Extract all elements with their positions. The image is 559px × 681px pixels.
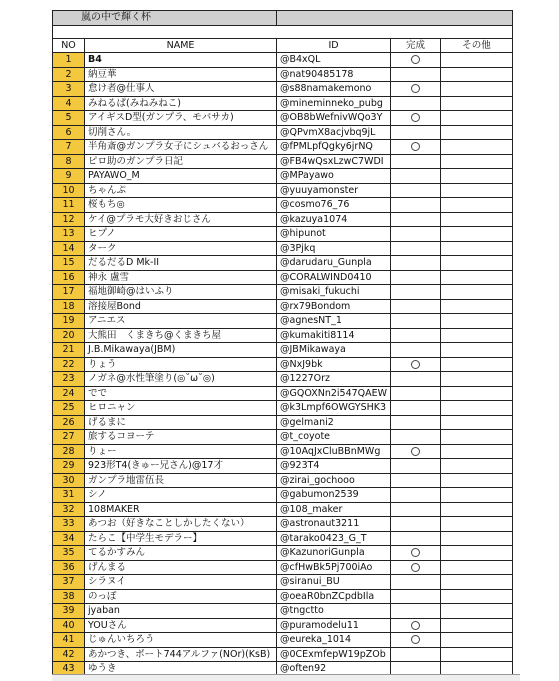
row-number: 12 bbox=[53, 212, 85, 227]
row-other bbox=[441, 314, 513, 329]
row-id: @fPMLpfQgky6jrNQ bbox=[277, 140, 391, 155]
row-done bbox=[391, 140, 441, 155]
row-other bbox=[441, 67, 513, 82]
blank-row bbox=[53, 25, 513, 38]
row-id: @s88namakemono bbox=[277, 82, 391, 97]
header-row bbox=[53, 38, 513, 53]
done-circle-icon bbox=[411, 635, 420, 644]
row-name: りょー bbox=[85, 444, 277, 459]
row-other bbox=[441, 401, 513, 416]
table-row bbox=[53, 618, 513, 633]
row-other bbox=[441, 633, 513, 648]
row-number: 41 bbox=[53, 633, 85, 648]
row-number: 11 bbox=[53, 198, 85, 213]
table-row bbox=[53, 575, 513, 590]
row-name: 桜もち◎ bbox=[85, 198, 277, 213]
row-done bbox=[391, 531, 441, 546]
row-id: @siranui_BU bbox=[277, 575, 391, 590]
row-id: @t_coyote bbox=[277, 430, 391, 445]
row-id: @NxJ9bk bbox=[277, 357, 391, 372]
row-other bbox=[441, 183, 513, 198]
row-id: @tngctto bbox=[277, 604, 391, 619]
row-other bbox=[441, 285, 513, 300]
row-done bbox=[391, 82, 441, 97]
row-other bbox=[441, 125, 513, 140]
row-done bbox=[391, 633, 441, 648]
row-number: 26 bbox=[53, 415, 85, 430]
row-id: @cosmo76_76 bbox=[277, 198, 391, 213]
row-name: みねるぱ(みねみねこ) bbox=[85, 96, 277, 111]
table-row bbox=[53, 96, 513, 111]
row-name: ヒロニャン bbox=[85, 401, 277, 416]
row-name: 108MAKER bbox=[85, 502, 277, 517]
title-row-fill bbox=[277, 11, 513, 26]
row-other bbox=[441, 241, 513, 256]
row-name: ノガネ@水性筆塗り(◎˘ω˘◎) bbox=[85, 372, 277, 387]
row-id: @misaki_fukuchi bbox=[277, 285, 391, 300]
row-id: @puramodelu11 bbox=[277, 618, 391, 633]
entry-table bbox=[52, 10, 513, 677]
row-name: 半角斎@ガンプラ女子にシュバるおっさん bbox=[85, 140, 277, 155]
row-done bbox=[391, 67, 441, 82]
row-number: 13 bbox=[53, 227, 85, 242]
table-row bbox=[53, 314, 513, 329]
row-number: 23 bbox=[53, 372, 85, 387]
row-other bbox=[441, 517, 513, 532]
done-circle-icon bbox=[411, 84, 420, 93]
row-number: 34 bbox=[53, 531, 85, 546]
row-id: @GQOXNn2i547QAEW bbox=[277, 386, 391, 401]
row-done bbox=[391, 183, 441, 198]
row-number: 31 bbox=[53, 488, 85, 503]
table-row bbox=[53, 517, 513, 532]
row-name: アニエス bbox=[85, 314, 277, 329]
table-row bbox=[53, 502, 513, 517]
table-row bbox=[53, 328, 513, 343]
row-id: @kazuya1074 bbox=[277, 212, 391, 227]
row-name: たらこ【中学生モデラー】 bbox=[85, 531, 277, 546]
row-other bbox=[441, 357, 513, 372]
row-id: @zirai_gochooo bbox=[277, 473, 391, 488]
row-done bbox=[391, 444, 441, 459]
row-name: あかつき、ボート744アルファ(NOr)(KsB) bbox=[85, 647, 277, 662]
title-row bbox=[53, 11, 513, 26]
row-number: 17 bbox=[53, 285, 85, 300]
row-id: @eureka_1014 bbox=[277, 633, 391, 648]
row-other bbox=[441, 502, 513, 517]
row-number: 39 bbox=[53, 604, 85, 619]
row-other bbox=[441, 198, 513, 213]
row-name: ピロ助のガンプラ日記 bbox=[85, 154, 277, 169]
row-other bbox=[441, 531, 513, 546]
row-number: 16 bbox=[53, 270, 85, 285]
spreadsheet bbox=[52, 10, 513, 677]
row-name: だるだるD Mk-II bbox=[85, 256, 277, 271]
row-name: りょう bbox=[85, 357, 277, 372]
row-number: 37 bbox=[53, 575, 85, 590]
row-id: @gelmani2 bbox=[277, 415, 391, 430]
row-name: 溶接屋Bond bbox=[85, 299, 277, 314]
sheet-title: 嵐の中で輝く杯 bbox=[53, 11, 277, 26]
row-id: @yuuyamonster bbox=[277, 183, 391, 198]
row-name: でで bbox=[85, 386, 277, 401]
row-name: アイギスD型(ガンプラ、モバサカ) bbox=[85, 111, 277, 126]
row-number: 14 bbox=[53, 241, 85, 256]
row-name: 大熊田 くまきち@くまきち屋 bbox=[85, 328, 277, 343]
row-done bbox=[391, 256, 441, 271]
row-name: 怠け者@仕事人 bbox=[85, 82, 277, 97]
row-name: のっぽ bbox=[85, 589, 277, 604]
row-other bbox=[441, 618, 513, 633]
row-name: ヒプノ bbox=[85, 227, 277, 242]
row-name: ちゃんぷ bbox=[85, 183, 277, 198]
table-row bbox=[53, 299, 513, 314]
table-row bbox=[53, 560, 513, 575]
row-other bbox=[441, 256, 513, 271]
row-id: @mineminneko_pubg bbox=[277, 96, 391, 111]
row-done bbox=[391, 169, 441, 184]
row-other bbox=[441, 604, 513, 619]
row-done bbox=[391, 357, 441, 372]
row-number: 1 bbox=[53, 53, 85, 68]
row-done bbox=[391, 53, 441, 68]
done-circle-icon bbox=[411, 55, 420, 64]
header-done: 完成 bbox=[391, 38, 441, 53]
row-other bbox=[441, 270, 513, 285]
row-number: 42 bbox=[53, 647, 85, 662]
blank-cell bbox=[53, 25, 513, 38]
table-row bbox=[53, 183, 513, 198]
row-name: J.B.Mikawaya(JBM) bbox=[85, 343, 277, 358]
row-number: 15 bbox=[53, 256, 85, 271]
row-number: 4 bbox=[53, 96, 85, 111]
row-name: ケイ@プラモ大好きおじさん bbox=[85, 212, 277, 227]
row-done bbox=[391, 546, 441, 561]
row-number: 22 bbox=[53, 357, 85, 372]
row-id: @1227Orz bbox=[277, 372, 391, 387]
row-name: シノ bbox=[85, 488, 277, 503]
done-circle-icon bbox=[411, 113, 420, 122]
row-number: 27 bbox=[53, 430, 85, 445]
row-number: 29 bbox=[53, 459, 85, 474]
done-circle-icon bbox=[411, 360, 420, 369]
row-done bbox=[391, 401, 441, 416]
table-row bbox=[53, 212, 513, 227]
row-id: @0CExmfepW19pZOb bbox=[277, 647, 391, 662]
row-name: 切削さん。 bbox=[85, 125, 277, 140]
done-circle-icon bbox=[411, 142, 420, 151]
table-row bbox=[53, 473, 513, 488]
row-name: 納豆華 bbox=[85, 67, 277, 82]
table-row bbox=[53, 633, 513, 648]
row-other bbox=[441, 53, 513, 68]
row-number: 33 bbox=[53, 517, 85, 532]
row-name: ターク bbox=[85, 241, 277, 256]
row-done bbox=[391, 343, 441, 358]
table-row bbox=[53, 111, 513, 126]
row-number: 20 bbox=[53, 328, 85, 343]
table-row bbox=[53, 343, 513, 358]
table-row bbox=[53, 415, 513, 430]
table-row bbox=[53, 67, 513, 82]
row-other bbox=[441, 169, 513, 184]
table-row bbox=[53, 386, 513, 401]
row-id: @kumakiti8114 bbox=[277, 328, 391, 343]
row-number: 19 bbox=[53, 314, 85, 329]
table-row bbox=[53, 372, 513, 387]
row-done bbox=[391, 604, 441, 619]
row-number: 40 bbox=[53, 618, 85, 633]
row-done bbox=[391, 589, 441, 604]
row-done bbox=[391, 415, 441, 430]
row-done bbox=[391, 125, 441, 140]
table-row bbox=[53, 256, 513, 271]
row-other bbox=[441, 589, 513, 604]
table-row bbox=[53, 401, 513, 416]
row-done bbox=[391, 575, 441, 590]
row-done bbox=[391, 111, 441, 126]
row-done bbox=[391, 96, 441, 111]
row-number: 35 bbox=[53, 546, 85, 561]
row-name: シラヌイ bbox=[85, 575, 277, 590]
row-id: @gabumon2539 bbox=[277, 488, 391, 503]
table-row bbox=[53, 154, 513, 169]
row-id: @OB8bWefnivWQo3Y bbox=[277, 111, 391, 126]
row-other bbox=[441, 488, 513, 503]
row-other bbox=[441, 473, 513, 488]
row-done bbox=[391, 328, 441, 343]
row-other bbox=[441, 111, 513, 126]
done-circle-icon bbox=[411, 563, 420, 572]
row-other bbox=[441, 227, 513, 242]
row-name: ガンプラ地雷伍長 bbox=[85, 473, 277, 488]
done-circle-icon bbox=[411, 548, 420, 557]
table-row bbox=[53, 430, 513, 445]
row-done bbox=[391, 502, 441, 517]
row-name: 旅するコヨーテ bbox=[85, 430, 277, 445]
row-done bbox=[391, 212, 441, 227]
row-id: @tarako0423_G_T bbox=[277, 531, 391, 546]
row-other bbox=[441, 82, 513, 97]
row-done bbox=[391, 270, 441, 285]
table-row bbox=[53, 241, 513, 256]
table-row bbox=[53, 531, 513, 546]
row-id: @3Pjkq bbox=[277, 241, 391, 256]
row-id: @MPayawo bbox=[277, 169, 391, 184]
row-name: jyaban bbox=[85, 604, 277, 619]
done-circle-icon bbox=[411, 621, 420, 630]
table-row bbox=[53, 444, 513, 459]
row-number: 25 bbox=[53, 401, 85, 416]
row-id: @agnesNT_1 bbox=[277, 314, 391, 329]
row-id: @JBMikawaya bbox=[277, 343, 391, 358]
row-id: @often92 bbox=[277, 662, 391, 677]
table-row bbox=[53, 82, 513, 97]
row-name: 福地御崎@はいふり bbox=[85, 285, 277, 300]
row-other bbox=[441, 430, 513, 445]
row-number: 5 bbox=[53, 111, 85, 126]
row-done bbox=[391, 459, 441, 474]
row-other bbox=[441, 343, 513, 358]
row-id: @923T4 bbox=[277, 459, 391, 474]
header-id: ID bbox=[277, 38, 391, 53]
row-other bbox=[441, 546, 513, 561]
row-done bbox=[391, 386, 441, 401]
row-id: @oeaR0bnZCpdbIla bbox=[277, 589, 391, 604]
table-row bbox=[53, 285, 513, 300]
row-number: 36 bbox=[53, 560, 85, 575]
row-done bbox=[391, 154, 441, 169]
header-other: その他 bbox=[441, 38, 513, 53]
row-number: 3 bbox=[53, 82, 85, 97]
row-done bbox=[391, 241, 441, 256]
row-id: @hipunot bbox=[277, 227, 391, 242]
row-id: @KazunoriGunpla bbox=[277, 546, 391, 561]
row-name: ゆうき bbox=[85, 662, 277, 677]
row-name: げんまる bbox=[85, 560, 277, 575]
row-number: 18 bbox=[53, 299, 85, 314]
row-id: @10AqJxCluBBnMWg bbox=[277, 444, 391, 459]
header-no: NO bbox=[53, 38, 85, 53]
row-name: PAYAWO_M bbox=[85, 169, 277, 184]
row-number: 10 bbox=[53, 183, 85, 198]
row-done bbox=[391, 618, 441, 633]
row-id: @cfHwBk5Pj700iAo bbox=[277, 560, 391, 575]
row-done bbox=[391, 517, 441, 532]
table-row bbox=[53, 227, 513, 242]
row-done bbox=[391, 488, 441, 503]
row-other bbox=[441, 575, 513, 590]
row-id: @QPvmX8acjvbq9jL bbox=[277, 125, 391, 140]
table-row bbox=[53, 140, 513, 155]
row-number: 6 bbox=[53, 125, 85, 140]
row-id: @B4xQL bbox=[277, 53, 391, 68]
row-other bbox=[441, 647, 513, 662]
table-row bbox=[53, 459, 513, 474]
row-id: @nat90485178 bbox=[277, 67, 391, 82]
row-other bbox=[441, 96, 513, 111]
row-name: 923形T4(きゅー兄さん)@17才 bbox=[85, 459, 277, 474]
row-name: てるかすみん bbox=[85, 546, 277, 561]
row-name: じゅんいちろう bbox=[85, 633, 277, 648]
table-row bbox=[53, 546, 513, 561]
row-number: 30 bbox=[53, 473, 85, 488]
row-number: 9 bbox=[53, 169, 85, 184]
table-row bbox=[53, 488, 513, 503]
row-id: @k3Lmpf6OWGYSHK3 bbox=[277, 401, 391, 416]
header-name: NAME bbox=[85, 38, 277, 53]
row-name: B4 bbox=[85, 53, 277, 68]
row-other bbox=[441, 140, 513, 155]
row-other bbox=[441, 386, 513, 401]
row-number: 7 bbox=[53, 140, 85, 155]
row-other bbox=[441, 372, 513, 387]
row-other bbox=[441, 299, 513, 314]
row-number: 21 bbox=[53, 343, 85, 358]
row-name: 神永 盧雪 bbox=[85, 270, 277, 285]
row-done bbox=[391, 314, 441, 329]
row-done bbox=[391, 299, 441, 314]
row-other bbox=[441, 328, 513, 343]
row-name: YOUさん bbox=[85, 618, 277, 633]
table-row bbox=[53, 589, 513, 604]
row-done bbox=[391, 227, 441, 242]
row-number: 43 bbox=[53, 662, 85, 677]
row-name: あつお（好きなことしかしたくない） bbox=[85, 517, 277, 532]
table-row bbox=[53, 357, 513, 372]
table-row bbox=[53, 198, 513, 213]
table-row bbox=[53, 53, 513, 68]
row-name: げるまに bbox=[85, 415, 277, 430]
row-number: 24 bbox=[53, 386, 85, 401]
row-id: @rx79Bondom bbox=[277, 299, 391, 314]
row-id: @astronaut3211 bbox=[277, 517, 391, 532]
row-id: @108_maker bbox=[277, 502, 391, 517]
row-done bbox=[391, 560, 441, 575]
row-number: 8 bbox=[53, 154, 85, 169]
table-row bbox=[53, 169, 513, 184]
row-done bbox=[391, 198, 441, 213]
table-row bbox=[53, 647, 513, 662]
table-row bbox=[53, 125, 513, 140]
row-other bbox=[441, 459, 513, 474]
row-other bbox=[441, 415, 513, 430]
row-number: 2 bbox=[53, 67, 85, 82]
row-other bbox=[441, 212, 513, 227]
row-id: @darudaru_Gunpla bbox=[277, 256, 391, 271]
done-circle-icon bbox=[411, 447, 420, 456]
row-done bbox=[391, 473, 441, 488]
row-other bbox=[441, 560, 513, 575]
row-id: @FB4wQsxLzwC7WDI bbox=[277, 154, 391, 169]
row-done bbox=[391, 285, 441, 300]
row-other bbox=[441, 154, 513, 169]
row-id: @CORALWIND0410 bbox=[277, 270, 391, 285]
row-done bbox=[391, 647, 441, 662]
row-number: 38 bbox=[53, 589, 85, 604]
row-other bbox=[441, 444, 513, 459]
row-number: 28 bbox=[53, 444, 85, 459]
table-row bbox=[53, 270, 513, 285]
row-done bbox=[391, 372, 441, 387]
row-done bbox=[391, 430, 441, 445]
table-row bbox=[53, 604, 513, 619]
row-number: 32 bbox=[53, 502, 85, 517]
